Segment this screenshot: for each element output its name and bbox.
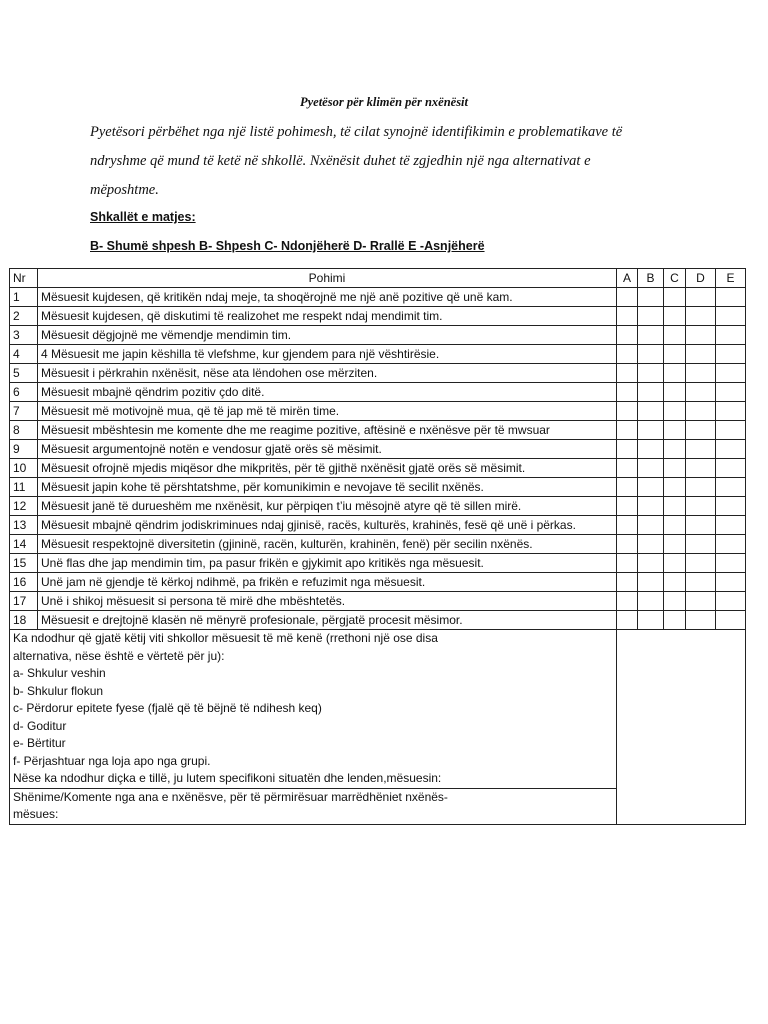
row-number: 1 bbox=[10, 288, 38, 307]
row-number: 8 bbox=[10, 421, 38, 440]
table-row bbox=[10, 516, 746, 535]
answer-cell-e[interactable] bbox=[716, 611, 746, 630]
answer-cell-d[interactable] bbox=[686, 402, 716, 421]
answer-cell-e[interactable] bbox=[716, 326, 746, 345]
row-statement: Mësuesit mbajnë qëndrim jodiskriminues ndaj gjinisë, racës, kulturës, krahinës, fesë që unë i përkas. bbox=[38, 516, 617, 535]
header-a: A bbox=[617, 269, 638, 288]
row-statement: Mësuesit respektojnë diversitetin (gjininë, racën, kulturën, krahinën, fenë) për secilin nxënës. bbox=[38, 535, 617, 554]
comments-label-line2: mësues: bbox=[13, 807, 59, 821]
incidents-row bbox=[10, 630, 746, 789]
answer-cell-d[interactable] bbox=[686, 592, 716, 611]
answer-cell-b[interactable] bbox=[638, 573, 664, 592]
row-statement: Unë jam në gjendje të kërkoj ndihmë, pa frikën e refuzimit nga mësuesit. bbox=[38, 573, 617, 592]
answer-cell-e[interactable] bbox=[716, 421, 746, 440]
answer-cell-d[interactable] bbox=[686, 611, 716, 630]
row-number: 12 bbox=[10, 497, 38, 516]
row-number: 16 bbox=[10, 573, 38, 592]
table-row bbox=[10, 402, 746, 421]
answer-cell-e[interactable] bbox=[716, 402, 746, 421]
answer-cell-b[interactable] bbox=[638, 611, 664, 630]
header-b: B bbox=[638, 269, 664, 288]
answer-cell-e[interactable] bbox=[716, 383, 746, 402]
answer-cell-b[interactable] bbox=[638, 440, 664, 459]
answer-cell-a[interactable] bbox=[617, 307, 638, 326]
answer-cell-a[interactable] bbox=[617, 345, 638, 364]
answer-cell-d[interactable] bbox=[686, 554, 716, 573]
table-row bbox=[10, 535, 746, 554]
answer-cell-c[interactable] bbox=[664, 421, 686, 440]
table-row bbox=[10, 592, 746, 611]
answer-cell-a[interactable] bbox=[617, 497, 638, 516]
intro-paragraph: Pyetësori përbëhet nga një listë pohimesh, të cilat synojnë identifikimin e problematikave të ndryshme që mund të ketë në shkollë. Nxënësit duhet të zgjedhin një nga alternativat e mëposhtme. bbox=[90, 124, 623, 198]
table-header-row bbox=[10, 269, 746, 288]
answer-cell-c[interactable] bbox=[664, 592, 686, 611]
answer-cell-c[interactable] bbox=[664, 459, 686, 478]
row-number: 4 bbox=[10, 345, 38, 364]
row-statement: Mësuesit kujdesen, që kritikën ndaj meje, ta shoqërojnë me një anë pozitive që unë kam. bbox=[38, 288, 617, 307]
answer-cell-b[interactable] bbox=[638, 592, 664, 611]
row-number: 6 bbox=[10, 383, 38, 402]
answer-cell-b[interactable] bbox=[638, 307, 664, 326]
row-number: 3 bbox=[10, 326, 38, 345]
answer-cell-e[interactable] bbox=[716, 459, 746, 478]
header-statement: Pohimi bbox=[38, 269, 617, 288]
row-number: 15 bbox=[10, 554, 38, 573]
answer-cell-b[interactable] bbox=[638, 345, 664, 364]
answer-cell-d[interactable] bbox=[686, 478, 716, 497]
answer-cell-d[interactable] bbox=[686, 516, 716, 535]
questionnaire-table bbox=[9, 268, 746, 825]
incident-option-f[interactable]: f- Përjashtuar nga loja apo nga grupi. bbox=[13, 753, 211, 768]
row-number: 2 bbox=[10, 307, 38, 326]
answer-cell-a[interactable] bbox=[617, 554, 638, 573]
answer-cell-b[interactable] bbox=[638, 326, 664, 345]
header-nr: Nr bbox=[10, 269, 38, 288]
answer-cell-e[interactable] bbox=[716, 288, 746, 307]
answer-cell-b[interactable] bbox=[638, 535, 664, 554]
row-number: 11 bbox=[10, 478, 38, 497]
row-number: 18 bbox=[10, 611, 38, 630]
answer-cell-b[interactable] bbox=[638, 554, 664, 573]
row-statement: Mësuesit më motivojnë mua, që të jap më të mirën time. bbox=[38, 402, 617, 421]
answer-cell-b[interactable] bbox=[638, 497, 664, 516]
row-statement: Mësuesit i përkrahin nxënësit, nëse ata lëndohen ose mërziten. bbox=[38, 364, 617, 383]
comments-label-line1: Shënime/Komente nga ana e nxënësve, për të përmirësuar marrëdhëniet nxënës- bbox=[13, 789, 448, 804]
answer-cell-b[interactable] bbox=[638, 288, 664, 307]
page-title: Pyetësor për klimën për nxënësit bbox=[299, 95, 469, 109]
answer-cell-e[interactable] bbox=[716, 364, 746, 383]
answer-cell-a[interactable] bbox=[617, 383, 638, 402]
answer-cell-c[interactable] bbox=[664, 573, 686, 592]
incident-option-e[interactable]: e- Bërtitur bbox=[13, 736, 66, 750]
answer-cell-c[interactable] bbox=[664, 554, 686, 573]
table-row bbox=[10, 573, 746, 592]
answer-cell-d[interactable] bbox=[686, 459, 716, 478]
answer-cell-b[interactable] bbox=[638, 459, 664, 478]
row-statement: Mësuesit mbajnë qëndrim pozitiv çdo ditë. bbox=[38, 383, 617, 402]
incident-option-b[interactable]: b- Shkulur flokun bbox=[13, 683, 104, 698]
answer-cell-b[interactable] bbox=[638, 402, 664, 421]
table-row bbox=[10, 478, 746, 497]
answer-cell-e[interactable] bbox=[716, 516, 746, 535]
answer-cell-d[interactable] bbox=[686, 440, 716, 459]
table-row bbox=[10, 326, 746, 345]
answer-cell-a[interactable] bbox=[617, 535, 638, 554]
table-row bbox=[10, 383, 746, 402]
row-statement: Mësuesit dëgjojnë me vëmendje mendimin tim. bbox=[38, 326, 617, 345]
row-statement: Unë i shikoj mësuesit si persona të mirë dhe mbështetës. bbox=[38, 592, 617, 611]
answer-cell-e[interactable] bbox=[716, 554, 746, 573]
table-row bbox=[10, 611, 746, 630]
answer-cell-c[interactable] bbox=[664, 440, 686, 459]
answer-cell-c[interactable] bbox=[664, 345, 686, 364]
incident-option-d[interactable]: d- Goditur bbox=[13, 718, 67, 733]
answer-cell-d[interactable] bbox=[686, 497, 716, 516]
row-statement: 4 Mësuesit me japin këshilla të vlefshme, kur gjendem para një vështirësie. bbox=[38, 345, 617, 364]
answer-cell-a[interactable] bbox=[617, 611, 638, 630]
table-row bbox=[10, 364, 746, 383]
answer-cell-a[interactable] bbox=[617, 421, 638, 440]
answer-cell-b[interactable] bbox=[638, 383, 664, 402]
answer-cell-c[interactable] bbox=[664, 516, 686, 535]
row-statement: Mësuesit japin kohe të përshtatshme, për komunikimin e nevojave të secilit nxënës. bbox=[38, 478, 617, 497]
answer-cell-a[interactable] bbox=[617, 288, 638, 307]
answer-cell-a[interactable] bbox=[617, 592, 638, 611]
answer-cell-c[interactable] bbox=[664, 611, 686, 630]
row-number: 7 bbox=[10, 402, 38, 421]
table-row bbox=[10, 554, 746, 573]
answer-cell-d[interactable] bbox=[686, 573, 716, 592]
answer-cell-d[interactable] bbox=[686, 383, 716, 402]
table-row bbox=[10, 345, 746, 364]
row-number: 5 bbox=[10, 364, 38, 383]
answer-cell-a[interactable] bbox=[617, 440, 638, 459]
table-row bbox=[10, 288, 746, 307]
answer-cell-a[interactable] bbox=[617, 516, 638, 535]
table-row bbox=[10, 440, 746, 459]
answer-cell-b[interactable] bbox=[638, 478, 664, 497]
answer-cell-a[interactable] bbox=[617, 402, 638, 421]
answer-cell-a[interactable] bbox=[617, 326, 638, 345]
scale-heading: Shkallët e matjes: bbox=[90, 210, 196, 224]
header-c: C bbox=[664, 269, 686, 288]
answer-cell-d[interactable] bbox=[686, 421, 716, 440]
answer-cell-a[interactable] bbox=[617, 478, 638, 497]
answer-cell-e[interactable] bbox=[716, 573, 746, 592]
answer-cell-c[interactable] bbox=[664, 535, 686, 554]
row-statement: Mësuesit e drejtojnë klasën në mënyrë profesionale, përgjatë procesit mësimor. bbox=[38, 611, 617, 630]
answer-cell-b[interactable] bbox=[638, 364, 664, 383]
incidents-section bbox=[10, 630, 617, 789]
answer-cell-e[interactable] bbox=[716, 535, 746, 554]
incident-option-c[interactable]: c- Përdorur epitete fyese (fjalë që të bëjnë të ndihesh keq) bbox=[13, 701, 322, 715]
row-statement: Mësuesit argumentojnë notën e vendosur gjatë orës së mësimit. bbox=[38, 440, 617, 459]
incidents-specify: Nëse ka ndodhur diçka e tillë, ju lutem specifikoni situatën dhe lenden,mësuesin: bbox=[13, 771, 442, 785]
answer-cell-e[interactable] bbox=[716, 497, 746, 516]
row-number: 17 bbox=[10, 592, 38, 611]
row-number: 13 bbox=[10, 516, 38, 535]
answer-cell-d[interactable] bbox=[686, 307, 716, 326]
answer-cell-c[interactable] bbox=[664, 364, 686, 383]
table-row bbox=[10, 421, 746, 440]
answer-cell-e[interactable] bbox=[716, 307, 746, 326]
answer-cell-d[interactable] bbox=[686, 364, 716, 383]
answer-cell-d[interactable] bbox=[686, 535, 716, 554]
incidents-answer-area[interactable] bbox=[617, 630, 746, 825]
answer-cell-a[interactable] bbox=[617, 573, 638, 592]
answer-cell-d[interactable] bbox=[686, 288, 716, 307]
incidents-prompt-line1: Ka ndodhur që gjatë këtij viti shkollor mësuesit të më kenë (rrethoni një ose disa bbox=[13, 631, 438, 645]
table-row bbox=[10, 307, 746, 326]
row-statement: Mësuesit janë të durueshëm me nxënësit, kur përpiqen t’iu mësojnë atyre që të sillen mirë. bbox=[38, 497, 617, 516]
header-e: E bbox=[716, 269, 746, 288]
answer-cell-c[interactable] bbox=[664, 497, 686, 516]
answer-cell-e[interactable] bbox=[716, 440, 746, 459]
answer-cell-c[interactable] bbox=[664, 307, 686, 326]
answer-cell-a[interactable] bbox=[617, 459, 638, 478]
answer-cell-c[interactable] bbox=[664, 288, 686, 307]
answer-cell-d[interactable] bbox=[686, 326, 716, 345]
answer-cell-e[interactable] bbox=[716, 478, 746, 497]
answer-cell-e[interactable] bbox=[716, 345, 746, 364]
answer-cell-d[interactable] bbox=[686, 345, 716, 364]
answer-cell-c[interactable] bbox=[664, 326, 686, 345]
row-number: 10 bbox=[10, 459, 38, 478]
scale-legend: B- Shumë shpesh B- Shpesh C- Ndonjëherë D- Rrallë E -Asnjëherë bbox=[90, 239, 485, 253]
table-row bbox=[10, 497, 746, 516]
row-statement: Unë flas dhe jap mendimin tim, pa pasur frikën e gjykimit apo kritikës nga mësuesit. bbox=[38, 554, 617, 573]
row-statement: Mësuesit ofrojnë mjedis miqësor dhe mikpritës, për të gjithë nxënësit gjatë orës së mësimit. bbox=[38, 459, 617, 478]
incident-option-a[interactable]: a- Shkulur veshin bbox=[13, 666, 106, 680]
answer-cell-c[interactable] bbox=[664, 478, 686, 497]
table-row bbox=[10, 459, 746, 478]
comments-section[interactable] bbox=[10, 788, 617, 824]
answer-cell-c[interactable] bbox=[664, 402, 686, 421]
row-number: 14 bbox=[10, 535, 38, 554]
row-statement: Mësuesit kujdesen, që diskutimi të realizohet me respekt ndaj mendimit tim. bbox=[38, 307, 617, 326]
row-statement: Mësuesit mbështesin me komente dhe me reagime pozitive, aftësinë e nxënësve për të mwsuar bbox=[38, 421, 617, 440]
answer-cell-b[interactable] bbox=[638, 421, 664, 440]
answer-cell-b[interactable] bbox=[638, 516, 664, 535]
row-number: 9 bbox=[10, 440, 38, 459]
answer-cell-e[interactable] bbox=[716, 592, 746, 611]
incidents-prompt-line2: alternativa, nëse është e vërtetë për ju): bbox=[13, 648, 225, 663]
header-d: D bbox=[686, 269, 716, 288]
answer-cell-a[interactable] bbox=[617, 364, 638, 383]
answer-cell-c[interactable] bbox=[664, 383, 686, 402]
